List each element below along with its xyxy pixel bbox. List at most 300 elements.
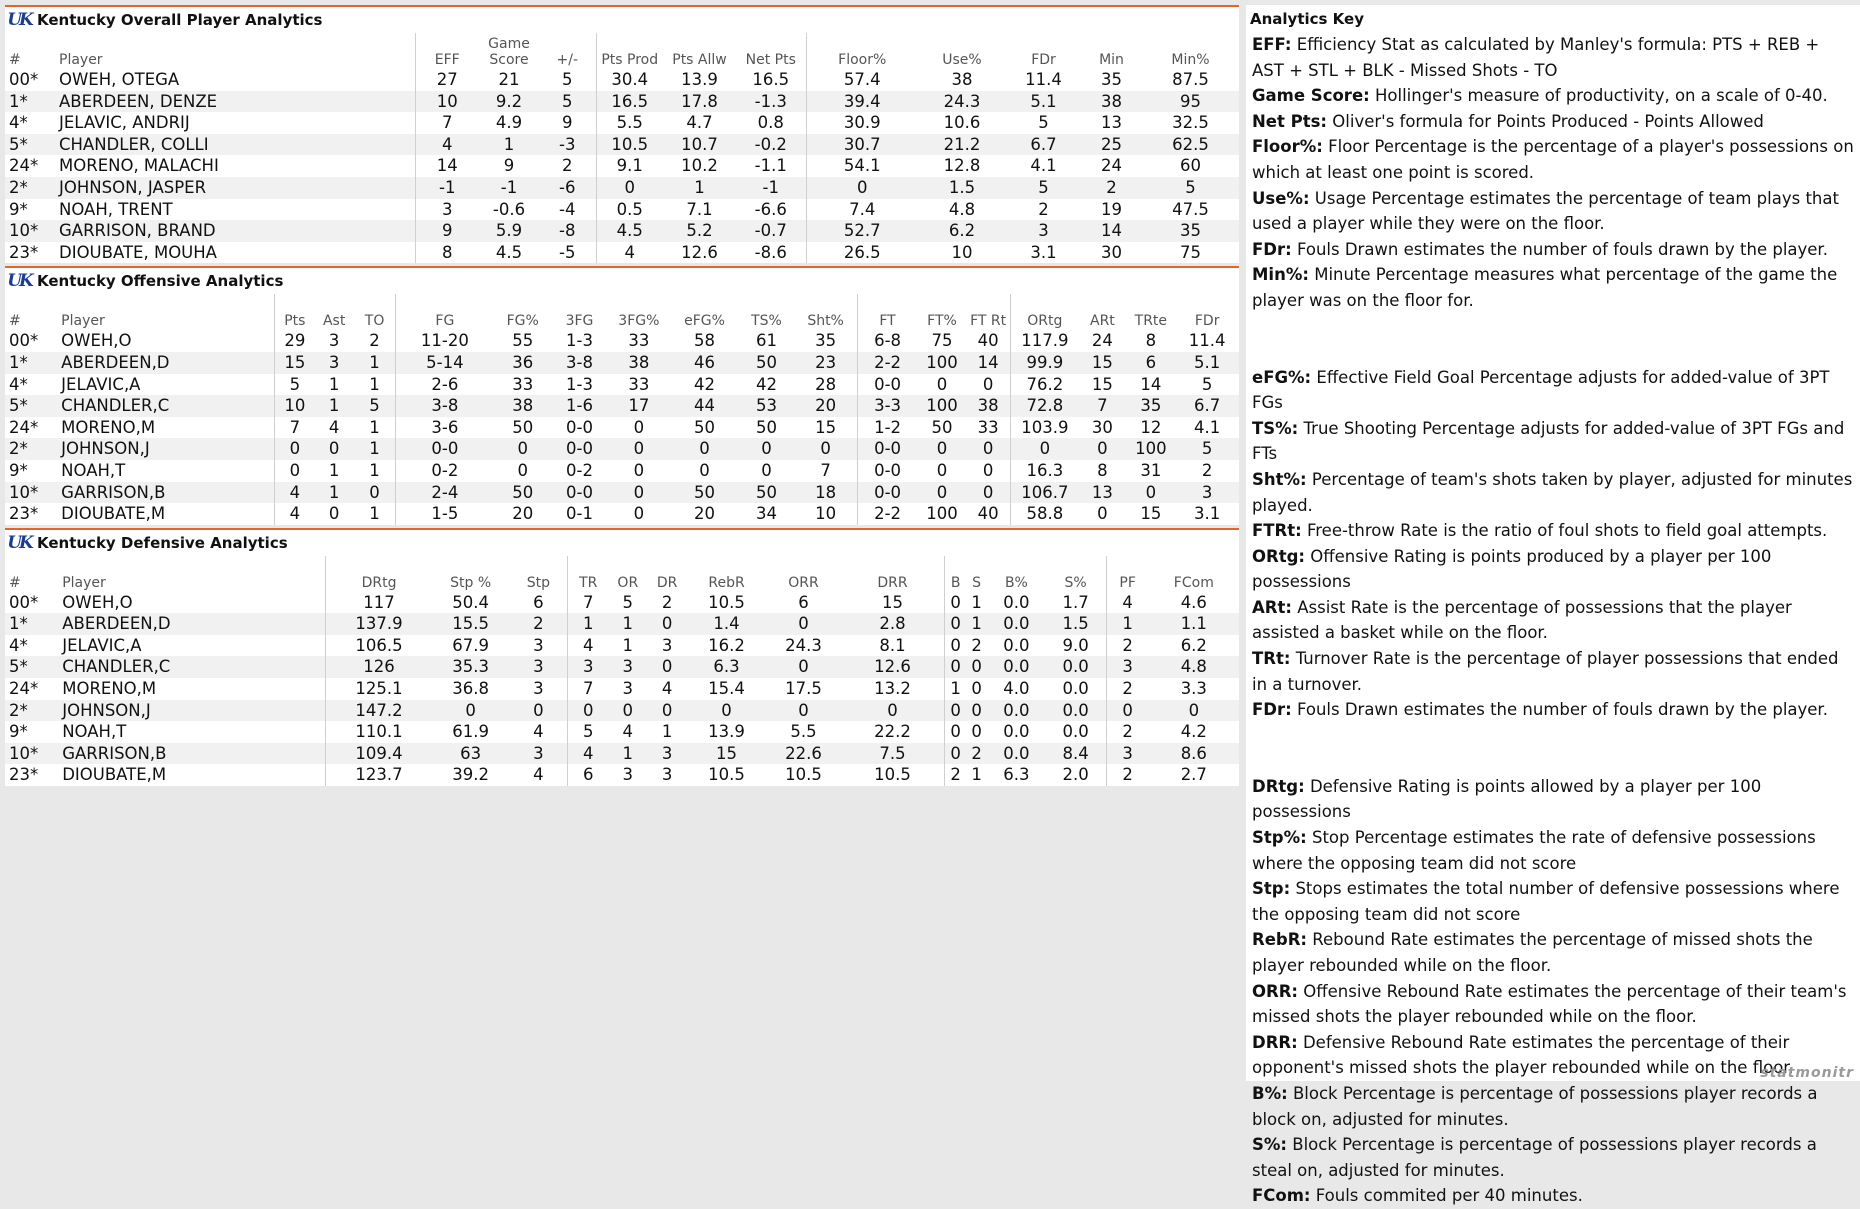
stat-cell: 6 (1126, 352, 1176, 374)
stat-cell: 137.9 (326, 613, 432, 635)
stat-cell: 0 (608, 700, 647, 722)
stat-cell: 1 (971, 765, 982, 785)
key-term: Net Pts: (1252, 111, 1328, 131)
jersey-number: 00* (9, 592, 39, 612)
stat-cell: 3 (608, 656, 647, 678)
stat-cell: 1 (314, 482, 354, 504)
offensive-col-header: 3FG (565, 313, 594, 330)
player-name: GARRISON,B (59, 482, 275, 504)
stat-cell: 4.8 (1149, 656, 1239, 678)
stat-cell: 50 (693, 417, 715, 437)
stat-cell: 15 (687, 743, 767, 765)
defensive-col-header: TR (568, 556, 608, 592)
key-group-overall (1252, 32, 1854, 314)
stat-cell: 5.5 (596, 112, 663, 134)
stat-cell: 5 (1006, 177, 1081, 199)
stat-cell: 20 (795, 395, 858, 417)
table-row (5, 438, 1239, 460)
stat-cell: 50.4 (452, 592, 490, 612)
key-definition: Fouls Drawn estimates the number of fouls drawn by the player. (1296, 700, 1828, 720)
offensive-col-header: FG% (506, 313, 539, 330)
stat-cell: 2 (966, 743, 987, 765)
stat-cell: 11.4 (1025, 70, 1062, 89)
stat-cell: 2-2 (857, 503, 917, 525)
stat-cell: 32.5 (1172, 113, 1209, 133)
stat-cell: 2.0 (1062, 765, 1089, 785)
stat-cell: 0.0 (1046, 656, 1107, 678)
stat-cell: 35 (1126, 395, 1176, 417)
stat-cell: 2.8 (841, 613, 945, 635)
stat-cell: 0.0 (1003, 592, 1030, 612)
stat-cell: 2 (1106, 635, 1148, 657)
jersey-number: 5* (5, 395, 59, 417)
stat-cell: 0 (945, 592, 966, 614)
stat-cell: 2 (1201, 460, 1213, 480)
stat-cell: 30.9 (806, 112, 918, 134)
jersey-number: 24* (9, 679, 39, 699)
key-term: FDr: (1252, 239, 1292, 259)
offensive-col-header: eFG% (684, 313, 725, 330)
stat-cell: 0 (841, 700, 945, 722)
stat-cell: 4 (596, 242, 663, 264)
stat-cell: 1 (661, 722, 673, 742)
stat-cell: 5 (354, 395, 396, 417)
offensive-col-header: Player (61, 313, 105, 330)
stat-cell: -8 (539, 220, 596, 242)
stat-cell: 0 (1126, 482, 1176, 504)
stat-cell: 3 (533, 679, 544, 699)
stat-cell: 14 (1081, 220, 1142, 242)
key-entry (1252, 467, 1854, 518)
key-entry (1252, 697, 1854, 723)
stat-cell: 1.1 (1149, 613, 1239, 635)
stat-cell: 30 (1091, 417, 1113, 437)
stat-cell: 23 (795, 352, 858, 374)
stat-cell: 6 (798, 592, 809, 612)
stat-cell: 21 (498, 70, 520, 89)
stat-cell: 50 (738, 482, 794, 504)
stat-cell: 38 (1081, 91, 1142, 113)
stat-cell: 4.8 (948, 199, 976, 219)
player-name: CHANDLER,C (59, 395, 275, 417)
key-entry (1252, 927, 1854, 978)
player-name: CHANDLER,C (60, 656, 325, 678)
player-name: NOAH, TRENT (59, 199, 173, 219)
stat-cell: 36 (494, 352, 552, 374)
jersey-number: 00* (9, 70, 39, 89)
stat-cell: 13.9 (681, 70, 718, 89)
stat-cell: 20 (693, 504, 715, 524)
stat-cell: 4.7 (686, 113, 713, 133)
stat-cell: 0.8 (757, 113, 784, 133)
stat-cell: 22.2 (874, 722, 911, 742)
stat-cell: 7 (568, 678, 608, 700)
stat-cell: 5.1 (1006, 91, 1081, 113)
stat-cell: 58 (693, 331, 715, 351)
stat-cell: 29 (275, 330, 315, 352)
stat-cell: 0-0 (396, 438, 494, 460)
stat-cell: 20 (512, 504, 534, 524)
stat-cell: 2.7 (1180, 765, 1207, 785)
key-definition: Assist Rate is the percentage of possessions that the player assisted a basket while on the floor. (1252, 597, 1792, 643)
player-name: ABERDEEN,D (60, 613, 325, 635)
stat-cell: 50 (494, 482, 552, 504)
stat-cell: 6.3 (687, 656, 767, 678)
key-entry (1252, 416, 1854, 467)
defensive-col-header: Stp (526, 574, 550, 591)
stat-cell: 126 (326, 656, 432, 678)
stat-cell: 38 (951, 70, 973, 89)
stat-cell: 7.4 (806, 199, 918, 221)
stat-cell: 35 (1101, 70, 1122, 89)
stat-cell: 1 (354, 352, 396, 374)
stat-cell: 10.5 (596, 134, 663, 156)
stat-cell: 10.5 (708, 592, 745, 612)
stat-cell: 0-0 (857, 482, 917, 504)
overall-col-header: FDr (1031, 52, 1056, 68)
key-definition: Oliver's formula for Points Produced - Points Allowed (1332, 111, 1764, 131)
key-entry (1252, 83, 1854, 109)
stat-cell: 1 (622, 635, 634, 655)
jersey-number: 23* (9, 765, 39, 785)
stat-cell: 0 (647, 656, 686, 678)
player-name: JELAVIC,A (61, 374, 141, 394)
offensive-col-header: ORtg (1010, 294, 1079, 330)
stat-cell: 2-4 (396, 482, 494, 504)
stat-cell: 1 (568, 613, 608, 635)
table-row (5, 656, 1239, 678)
key-entry (1252, 186, 1854, 237)
stat-cell: 5 (1142, 177, 1239, 199)
stat-cell: 0 (647, 613, 686, 635)
stat-cell: 0 (945, 700, 966, 722)
key-definition: Effective Field Goal Percentage adjusts for added-value of 3PT FGs (1252, 367, 1830, 413)
offensive-col-header: TO (364, 313, 385, 330)
jersey-number: 9* (9, 722, 28, 742)
offensive-col-header: TRte (1134, 313, 1168, 330)
stat-cell: 4.1 (1194, 417, 1221, 437)
stat-cell: 147.2 (326, 700, 432, 722)
stat-cell: 35.3 (432, 656, 510, 678)
key-definition: Floor Percentage is the percentage of a player's possessions on which at least one point is scored. (1252, 137, 1854, 182)
table-row (5, 330, 1239, 352)
table-row (5, 503, 1239, 525)
stat-cell: 14 (1140, 374, 1162, 394)
stat-cell: 0-0 (857, 438, 917, 460)
key-entry (1252, 109, 1854, 135)
stat-cell: 10.7 (663, 134, 736, 156)
stat-cell: 5 (539, 91, 596, 113)
stat-cell: -6.6 (754, 199, 787, 219)
offensive-col-header: Sht% (807, 313, 844, 330)
stat-cell: 2 (1038, 199, 1049, 219)
key-term: FTRt: (1252, 521, 1302, 541)
key-entry (1252, 1132, 1854, 1183)
stat-cell: 33 (628, 331, 650, 351)
player-name: OWEH, OTEGA (59, 70, 180, 89)
stat-cell: 123.7 (326, 764, 432, 786)
table-row (5, 395, 1239, 417)
stat-cell: 99.9 (1010, 352, 1079, 374)
stat-cell: 1 (369, 374, 380, 394)
stat-cell: 52.7 (806, 220, 918, 242)
table-row (5, 177, 1239, 199)
stat-cell: 0 (936, 374, 948, 394)
table-row (5, 700, 1239, 722)
table-row (5, 635, 1239, 657)
key-definition: Free-throw Rate is the ratio of foul shots to field goal attempts. (1306, 521, 1828, 541)
stat-cell: 1-3 (566, 331, 593, 351)
stat-cell: 6.2 (1180, 635, 1207, 655)
defensive-col-header: S (972, 574, 982, 591)
stat-cell: 5 (622, 592, 634, 612)
stat-cell: 3 (622, 765, 634, 785)
key-term: eFG%: (1252, 367, 1312, 387)
stat-cell: 0 (945, 743, 966, 765)
stat-cell: 5 (568, 721, 608, 743)
player-name: MORENO,M (61, 417, 156, 437)
player-name: NOAH,T (62, 722, 127, 742)
stat-cell: 24 (1101, 156, 1122, 176)
key-term: ARt: (1252, 597, 1292, 617)
jersey-number: 1* (5, 613, 60, 635)
stat-cell: 0 (806, 177, 918, 199)
overall-col-header: Floor% (806, 33, 918, 69)
stat-cell: 0 (945, 656, 966, 678)
jersey-number: 24* (9, 156, 39, 176)
stat-cell: 1 (328, 460, 340, 480)
stat-cell: -4 (559, 199, 576, 219)
stat-cell: 0 (795, 438, 858, 460)
stat-cell: 0.0 (1062, 722, 1089, 742)
stat-cell: 6.3 (1003, 765, 1030, 785)
stat-cell: 15 (881, 592, 903, 612)
stat-cell: 0 (432, 700, 510, 722)
stat-cell: 1 (966, 613, 987, 635)
offensive-col-header: FT Rt (970, 313, 1007, 330)
stat-cell: 1 (945, 678, 966, 700)
stat-cell: 9.0 (1062, 635, 1089, 655)
stat-cell: 15 (1140, 504, 1162, 524)
player-name: JELAVIC,A (62, 635, 142, 655)
defensive-col-header: DRR (877, 574, 908, 591)
stat-cell: 50 (755, 417, 777, 437)
jersey-number: 9* (9, 460, 28, 480)
key-group-offensive (1252, 365, 1854, 723)
stat-cell: 15 (815, 417, 837, 437)
stat-cell: 9 (503, 156, 515, 176)
key-definition: Usage Percentage estimates the percentage of team plays that used a player while they were on the floor. (1252, 188, 1839, 234)
stat-cell: 15 (1091, 374, 1113, 394)
table-row (5, 764, 1239, 786)
overall-col-header: Pts Prod (596, 33, 663, 69)
stat-cell: 6 (568, 764, 608, 786)
stat-cell: -1 (479, 177, 539, 199)
stat-cell: 33 (628, 374, 650, 394)
offensive-col-header: Ast (322, 313, 346, 330)
key-definition: Turnover Rate is the percentage of player possessions that ended in a turnover. (1252, 649, 1839, 694)
stat-cell: 1 (1106, 613, 1148, 635)
stat-cell: 2 (1081, 177, 1142, 199)
stat-cell: 9.1 (596, 155, 663, 177)
stat-cell: 0-0 (857, 374, 917, 396)
key-definition: Defensive Rating is points allowed by a player per 100 possessions (1252, 776, 1762, 822)
stat-cell: 0 (1149, 700, 1239, 722)
stat-cell: 1 (328, 374, 340, 394)
key-entry (1252, 365, 1854, 416)
stat-cell: 11-20 (396, 330, 494, 352)
stat-cell: 7.5 (841, 743, 945, 765)
stat-cell: 3-6 (396, 417, 494, 439)
stat-cell: 8 (415, 242, 479, 264)
stat-cell: 33 (512, 374, 534, 394)
stat-cell: 0 (647, 700, 686, 722)
stat-cell: 5.9 (479, 220, 539, 242)
stat-cell: 3 (1106, 656, 1148, 678)
jersey-number: 2* (5, 700, 60, 722)
defensive-col-header: B (945, 556, 966, 592)
stat-cell: 9 (562, 113, 573, 133)
overall-col-header: Min (1099, 52, 1124, 68)
table-row (5, 678, 1239, 700)
key-entry (1252, 979, 1854, 1030)
stat-cell: 30 (1101, 242, 1122, 262)
stat-cell: 1 (314, 395, 354, 417)
stat-cell: 26.5 (806, 242, 918, 264)
stat-cell: 10 (415, 91, 479, 113)
stat-cell: 15.4 (708, 679, 745, 699)
stat-cell: 8.6 (1149, 743, 1239, 765)
stat-cell: 76.2 (1010, 374, 1079, 396)
key-term: ORR: (1252, 981, 1299, 1001)
stat-cell: 53 (738, 395, 794, 417)
stat-cell: -1.3 (736, 91, 806, 113)
player-name: NOAH,T (61, 460, 126, 480)
stat-cell: 4 (568, 743, 608, 765)
player-name: DIOUBATE, MOUHA (59, 242, 217, 262)
key-group-defensive (1252, 774, 1854, 1209)
stat-cell: 25 (1081, 134, 1142, 156)
stat-cell: 3 (568, 656, 608, 678)
overall-table (5, 33, 1239, 263)
kentucky-logo-icon: UK (7, 532, 31, 553)
analytics-key-title: Analytics Key (1250, 10, 1364, 28)
player-name: JOHNSON,J (59, 438, 275, 460)
player-name: OWEH,O (62, 592, 133, 612)
stat-cell: 0.0 (1046, 700, 1107, 722)
player-name: GARRISON, BRAND (57, 220, 415, 242)
stat-cell: 0 (596, 177, 663, 199)
stat-cell: 15.5 (432, 613, 510, 635)
stat-cell: 8 (1145, 331, 1157, 351)
stat-cell: 103.9 (1010, 417, 1079, 439)
key-entry (1252, 134, 1854, 185)
stat-cell: 28 (815, 374, 837, 394)
stat-cell: 3 (622, 679, 634, 699)
stat-cell: 13.9 (708, 722, 745, 742)
stat-cell: 87.5 (1172, 70, 1209, 89)
key-definition: Fouls commited per 40 minutes. (1315, 1186, 1583, 1206)
key-definition: Percentage of team's shots taken by player, adjusted for minutes played. (1252, 469, 1853, 515)
key-term: TRt: (1252, 649, 1291, 669)
key-definition: Defensive Rebound Rate estimates the percentage of their opponent's missed shots the player rebounded while on the floor. (1252, 1032, 1794, 1078)
overall-col-header: Use% (942, 52, 982, 68)
stat-cell: 8 (1097, 460, 1108, 480)
analytics-key-panel (1246, 5, 1860, 1206)
stat-cell: 10 (815, 504, 837, 524)
stat-cell: 39.4 (806, 91, 918, 113)
stat-cell: 100 (918, 395, 967, 417)
offensive-col-header: 3FG% (618, 313, 660, 330)
stat-cell: 0 (766, 613, 840, 635)
stat-cell: 16.3 (1010, 460, 1079, 482)
table-row (5, 374, 1239, 396)
stat-cell: 0.0 (987, 743, 1045, 765)
stat-cell: 31 (1140, 460, 1162, 480)
stat-cell: 15 (1079, 352, 1126, 374)
key-term: ORtg: (1252, 546, 1306, 566)
stat-cell: 95 (1142, 91, 1239, 113)
key-definition: Block Percentage is percentage of possessions player records a steal on, adjusted for minutes. (1252, 1135, 1817, 1180)
key-entry (1252, 1081, 1854, 1132)
jersey-number: 10* (5, 743, 60, 765)
stat-cell: 4 (568, 635, 608, 657)
key-entry (1252, 262, 1854, 313)
stat-cell: 4 (415, 134, 479, 156)
stat-cell: -0.7 (736, 220, 806, 242)
stat-cell: 60 (1180, 156, 1201, 176)
stat-cell: 0 (568, 700, 608, 722)
stat-cell: 0 (1097, 504, 1108, 524)
stat-cell: 50 (512, 417, 534, 437)
player-name: OWEH,O (61, 331, 132, 351)
key-term: TS%: (1252, 418, 1299, 438)
defensive-panel (5, 528, 1239, 786)
stat-cell: 3.3 (1180, 679, 1207, 699)
defensive-col-header: Player (62, 574, 106, 591)
stat-cell: 10.5 (874, 765, 911, 785)
stat-cell: 0 (517, 460, 528, 480)
stat-cell: 1 (479, 134, 539, 156)
stat-cell: 42 (693, 374, 715, 394)
key-entry (1252, 1183, 1854, 1209)
stat-cell: -8.6 (754, 242, 787, 262)
key-term: S%: (1252, 1135, 1288, 1155)
key-term: Floor%: (1252, 137, 1323, 157)
offensive-title: Kentucky Offensive Analytics (37, 272, 284, 291)
stat-cell: 3-3 (857, 395, 917, 417)
stat-cell: 3 (1106, 743, 1148, 765)
stat-cell: 4.9 (495, 113, 523, 133)
stat-cell: 5 (1201, 374, 1213, 394)
stat-cell: 0 (945, 721, 966, 743)
stat-cell: 1-5 (396, 503, 494, 525)
stat-cell: 10.5 (708, 765, 745, 785)
stat-cell: 61 (755, 331, 777, 351)
stat-cell: 10.6 (943, 113, 981, 133)
key-term: RebR: (1252, 930, 1308, 950)
table-row (5, 155, 1239, 177)
stat-cell: 4.1 (1030, 156, 1057, 176)
offensive-col-header: ARt (1090, 313, 1115, 330)
key-entry (1252, 774, 1854, 825)
stat-cell: 0 (1079, 438, 1126, 460)
overall-col-header: EFF (415, 33, 479, 69)
stat-cell: 3-8 (396, 395, 494, 417)
table-row (5, 220, 1239, 242)
stat-cell: 5-14 (396, 352, 494, 374)
key-term: Stp: (1252, 879, 1291, 899)
